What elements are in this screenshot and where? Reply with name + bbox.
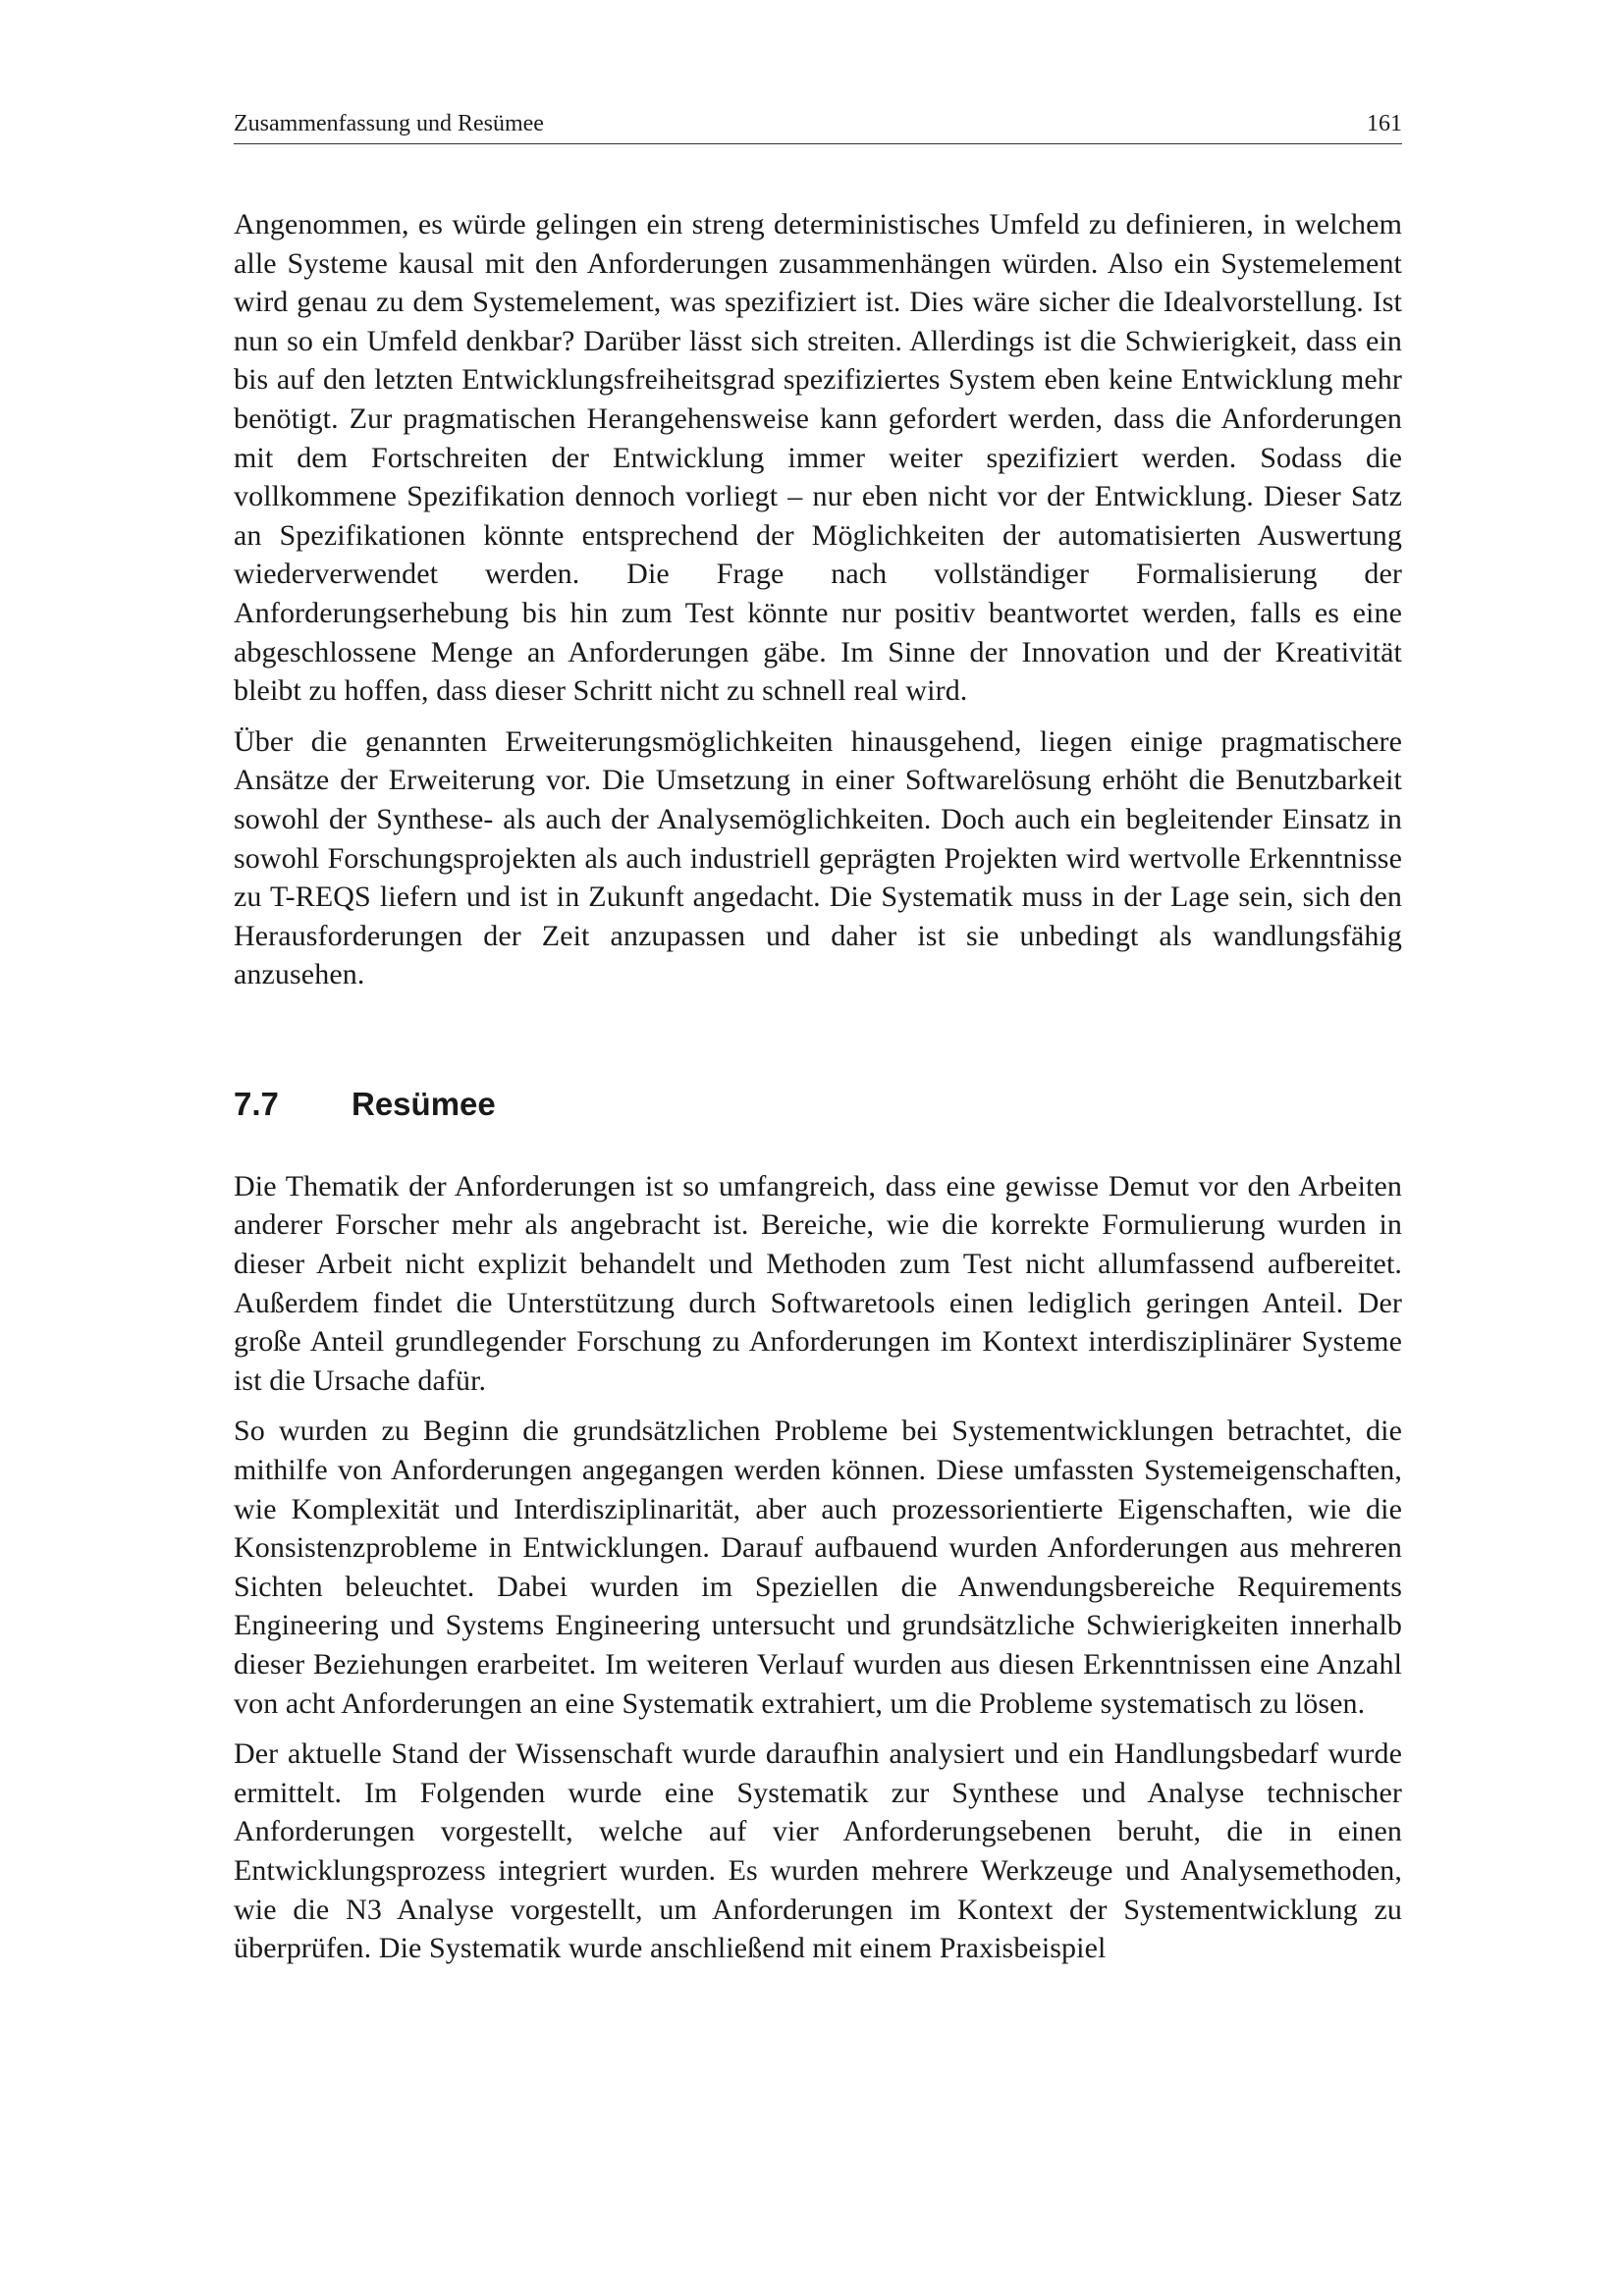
section-number: 7.7	[234, 1085, 279, 1122]
page	[234, 110, 1402, 1980]
body-text	[234, 205, 1402, 1968]
running-header	[234, 110, 1402, 144]
paragraph: Angenommen, es würde gelingen ein streng deterministisches Umfeld zu definieren, in welchem alle Systeme kausal mit den Anforderungen zusammenhängen würden. Also ein Systemelement wird genau zu dem Systemelement, was spezifiziert ist. Dies wäre sicher die Idealvorstellung. Ist nun so ein Umfeld denkbar? Darüber lässt sich streiten. Allerdings ist die Schwierigkeit, dass ein bis auf den letzten Entwicklungsfreiheitsgrad spezifiziertes System eben keine Entwicklung mehr benötigt. Zur pragmatischen Herangehensweise kann gefordert werden, dass die Anforderungen mit dem Fortschreiten der Entwicklung immer weiter spezifiziert werden. Sodass die vollkommene Spezifikation dennoch vorliegt – nur eben nicht vor der Entwicklung. Dieser Satz an Spezifikationen könnte entsprechend der Möglichkeiten der automatisierten Auswertung wiederverwendet werden. Die Frage nach vollständiger Formalisierung der Anforderungserhebung bis hin zum Test könnte nur positiv beantwortet werden, falls es eine abgeschlossene Menge an Anforderungen gäbe. Im Sinne der Innovation und der Kreativität bleibt zu hoffen, dass dieser Schritt nicht zu schnell real wird.	[234, 208, 1402, 708]
paragraph: Über die genannten Erweiterungsmöglichkeiten hinausgehend, liegen einige pragmatischere Ansätze der Erweiterung vor. Die Umsetzung in einer Softwarelösung erhöht die Benutzbarkeit sowohl der Synthese- als auch der Analysemöglichkeiten. Doch auch ein begleitender Einsatz in sowohl Forschungsprojekten als auch industriell geprägten Projekten wird wertvolle Erkenntnisse zu T-REQS liefern und ist in Zukunft angedacht. Die Systematik muss in der Lage sein, sich den Herausforderungen der Zeit anzupassen und daher ist sie unbedingt als wandlungsfähig anzusehen.	[234, 724, 1402, 991]
paragraph: So wurden zu Beginn die grundsätzlichen Probleme bei Systementwicklungen betrachtet, die mithilfe von Anforderungen angegangen werden können. Diese umfassten Systemeigenschaften, wie Komplexität und Interdisziplinarität, aber auch prozessorientierte Eigenschaften, wie die Konsistenzprobleme in Entwicklungen. Darauf aufbauend wurden Anforderungen aus mehreren Sichten beleuchtet. Dabei wurden im Speziellen die Anwendungsbereiche Requirements Engineering und Systems Engineering untersucht und grundsätzliche Schwierigkeiten innerhalb dieser Beziehungen erarbeitet. Im weiteren Verlauf wurden aus diesen Erkenntnissen eine Anzahl von acht Anforderungen an eine Systematik extrahiert, um die Probleme systematisch zu lösen.	[234, 1415, 1402, 1720]
paragraph: Die Thematik der Anforderungen ist so umfangreich, dass eine gewisse Demut vor den Arbeiten anderer Forscher mehr als angebracht ist. Bereiche, wie die korrekte Formulierung wurden in dieser Arbeit nicht explizit behandelt und Methoden zum Test nicht allumfassend aufbereitet. Außerdem findet die Unterstützung durch Softwaretools einen lediglich geringen Anteil. Der große Anteil grundlegender Forschung zu Anforderungen im Kontext interdisziplinärer Systeme ist die Ursache dafür.	[234, 1169, 1402, 1397]
section-heading	[234, 1085, 1402, 1124]
running-title: Zusammenfassung und Resümee	[234, 111, 544, 136]
section-title: Resümee	[352, 1085, 496, 1122]
page-number: 161	[1367, 111, 1402, 136]
paragraph: Der aktuelle Stand der Wissenschaft wurde daraufhin analysiert und ein Handlungsbedarf wurde ermittelt. Im Folgenden wurde eine Systematik zur Synthese und Analyse technischer Anforderungen vorgestellt, welche auf vier Anforderungsebenen beruht, die in einen Entwicklungsprozess integriert wurden. Es wurden mehrere Werkzeuge und Analysemethoden, wie die N3 Analyse vorgestellt, um Anforderungen im Kontext der Systementwicklung zu überprüfen. Die Systematik wurde anschließend mit einem Praxisbeispiel	[234, 1737, 1402, 1965]
